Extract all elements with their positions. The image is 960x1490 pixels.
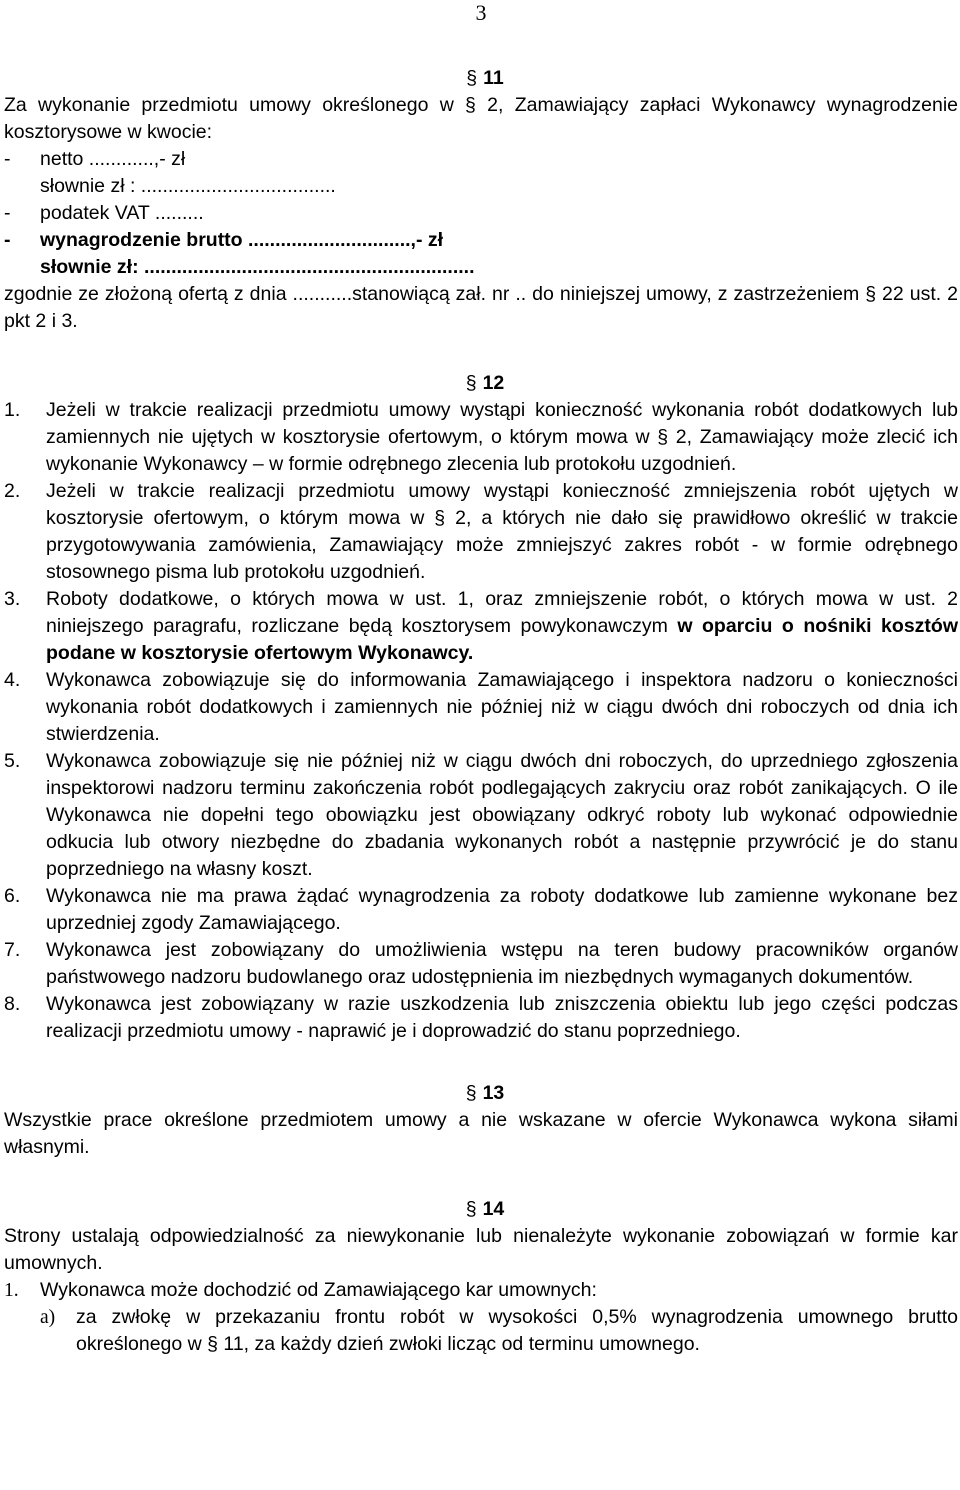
subitem-letter: a) xyxy=(40,1307,56,1328)
item-number: 7. xyxy=(4,939,21,961)
item-number: 2. xyxy=(4,480,21,502)
numbered-item xyxy=(4,478,958,586)
numbered-item xyxy=(4,991,958,1045)
item-text xyxy=(46,937,958,991)
section-sign: § xyxy=(465,1082,477,1104)
par14-text: Strony ustalają odpowiedzialność za niewykonanie lub nienależyte wykonanie zobowiązań w formie kar umownych. xyxy=(4,1225,958,1274)
item-text-main: Jeżeli w trakcie realizacji przedmiotu umowy wystąpi konieczność wykonania robót dodatkowych lub zamiennych nie ujętych w kosztorysie ofertowym, o którym mowa w § 2, Zamawiający może zlecić ich wykonanie Wykonawcy – w formie odrębnego zlecenia lub protokołu uzgodnień. xyxy=(46,399,958,475)
list-dash: - xyxy=(4,202,11,224)
numbered-item xyxy=(4,748,958,883)
amount-line xyxy=(4,254,958,281)
amount-line xyxy=(4,227,958,254)
item-text-bold: w oparciu o nośniki kosztów podane w kosztorysie ofertowym Wykonawcy. xyxy=(46,615,958,664)
list-dash: - xyxy=(4,148,11,170)
par11-closing: zgodnie ze złożoną ofertą z dnia ...........stanowiącą zał. nr .. do niniejszej umowy, z zastrzeżeniem § 22 ust. 2 pkt 2 i 3. xyxy=(4,283,958,332)
item-text xyxy=(46,991,958,1045)
numbered-item xyxy=(4,667,958,748)
section-heading-14 xyxy=(12,1195,958,1223)
amount-line xyxy=(4,146,958,173)
par14-subitem-a xyxy=(4,1304,958,1358)
item-number: 5. xyxy=(4,750,21,772)
item-number: 3. xyxy=(4,588,21,610)
par11-amount-list xyxy=(4,146,958,281)
section-number: 11 xyxy=(483,67,504,89)
subitem-text: za zwłokę w przekazaniu frontu robót w wysokości 0,5% wynagrodzenia umownego brutto określonego w § 11, za każdy dzień zwłoki licząc od terminu umownego. xyxy=(76,1306,958,1355)
numbered-item xyxy=(4,937,958,991)
amount-line xyxy=(4,173,958,200)
item-text-main: Roboty dodatkowe, o których mowa w ust. 1, oraz zmniejszenie robót, o których mowa w ust. 2 niniejszego paragrafu, rozliczane będą kosztorysem powykonawczym xyxy=(46,588,958,637)
item-number: 6. xyxy=(4,885,21,907)
amount-text: wynagrodzenie brutto ..............................,- zł xyxy=(40,229,444,251)
numbered-item xyxy=(4,397,958,478)
amount-line xyxy=(4,200,958,227)
section-number: 12 xyxy=(482,372,505,394)
item-text-main: Wykonawca nie ma prawa żądać wynagrodzenia za roboty dodatkowe lub zamienne wykonane bez uprzedniej zgody Zamawiającego. xyxy=(46,885,958,934)
item-text xyxy=(46,883,958,937)
item-number: 8. xyxy=(4,993,21,1015)
numbered-item xyxy=(4,586,958,667)
list-dash xyxy=(4,173,40,200)
item-text xyxy=(46,586,958,667)
amount-text: słownie zł : .................................... xyxy=(40,175,336,197)
item-text-main: Wykonawca jest zobowiązany do umożliwienia wstępu na teren budowy pracowników organów państwowego nadzoru budowlanego oraz udostępnienia im niezbędnych wymaganych dokumentów. xyxy=(46,939,958,988)
item-text-main: Wykonawca jest zobowiązany w razie uszkodzenia lub zniszczenia obiektu lub jego części podczas realizacji przedmiotu umowy - naprawić je i doprowadzić do stanu poprzedniego. xyxy=(46,993,958,1042)
section-number: 13 xyxy=(482,1082,505,1104)
par11-intro: Za wykonanie przedmiotu umowy określonego w § 2, Zamawiający zapłaci Wykonawcy wynagrodzenie kosztorysowe w kwocie: xyxy=(4,94,958,143)
item-text-main: Wykonawca zobowiązuje się do informowania Zamawiającego i inspektora nadzoru o konieczności wykonania robót dodatkowych i zamiennych nie później niż w ciągu dwóch dni roboczych od dnia ich stwierdzenia. xyxy=(46,669,958,745)
section-sign: § xyxy=(465,372,477,394)
amount-text: podatek VAT ......... xyxy=(40,202,204,224)
section-sign: § xyxy=(465,1198,477,1220)
item-number: 4. xyxy=(4,669,21,691)
item-text xyxy=(46,748,958,883)
item-number: 1. xyxy=(4,1280,19,1301)
par12-list xyxy=(4,397,958,1045)
item-text-main: Wykonawca zobowiązuje się nie później niż w ciągu dwóch dni roboczych, do uprzedniego zgłoszenia inspektorowi nadzoru terminu zakończenia robót podlegających zakryciu oraz robót zanikających. O ile Wykonawca nie dopełni tego obowiązku jest obowiązany odkryć roboty lub wykonać odpowiednie odkucia lub otwory niezbędne do zbadania wykonanych robót a następnie przywrócić je do stanu poprzedniego na własny koszt. xyxy=(46,750,958,880)
numbered-item xyxy=(4,883,958,937)
section-heading-12 xyxy=(12,369,958,397)
item-text xyxy=(46,667,958,748)
par13-text: Wszystkie prace określone przedmiotem umowy a nie wskazane w ofercie Wykonawca wykona siłami własnymi. xyxy=(4,1109,958,1158)
item-number: 1. xyxy=(4,399,21,421)
list-dash: - xyxy=(4,229,11,251)
section-heading-11 xyxy=(12,64,958,92)
section-sign: § xyxy=(466,67,478,89)
section-heading-13 xyxy=(12,1079,958,1107)
amount-text: słownie zł: ............................................................. xyxy=(40,256,475,278)
par14-item-1 xyxy=(4,1277,958,1304)
item-text: Wykonawca może dochodzić od Zamawiającego kar umownych: xyxy=(40,1279,597,1301)
item-text xyxy=(46,397,958,478)
document-body xyxy=(4,64,958,1358)
item-text-main: Jeżeli w trakcie realizacji przedmiotu umowy wystąpi konieczność zmniejszenia robót ujętych w kosztorysie ofertowym, o którym mowa w § 2, a których nie dało się prawidłowo określić w trakcie przygotowywania zamówienia, Zamawiający może zmniejszyć zakres robót - w formie odrębnego stosownego pisma lub protokołu uzgodnień. xyxy=(46,480,958,583)
list-dash xyxy=(4,254,40,281)
page-number: 3 xyxy=(475,0,487,25)
item-text xyxy=(46,478,958,586)
section-number: 14 xyxy=(482,1198,505,1220)
amount-text: netto ............,- zł xyxy=(40,148,186,170)
